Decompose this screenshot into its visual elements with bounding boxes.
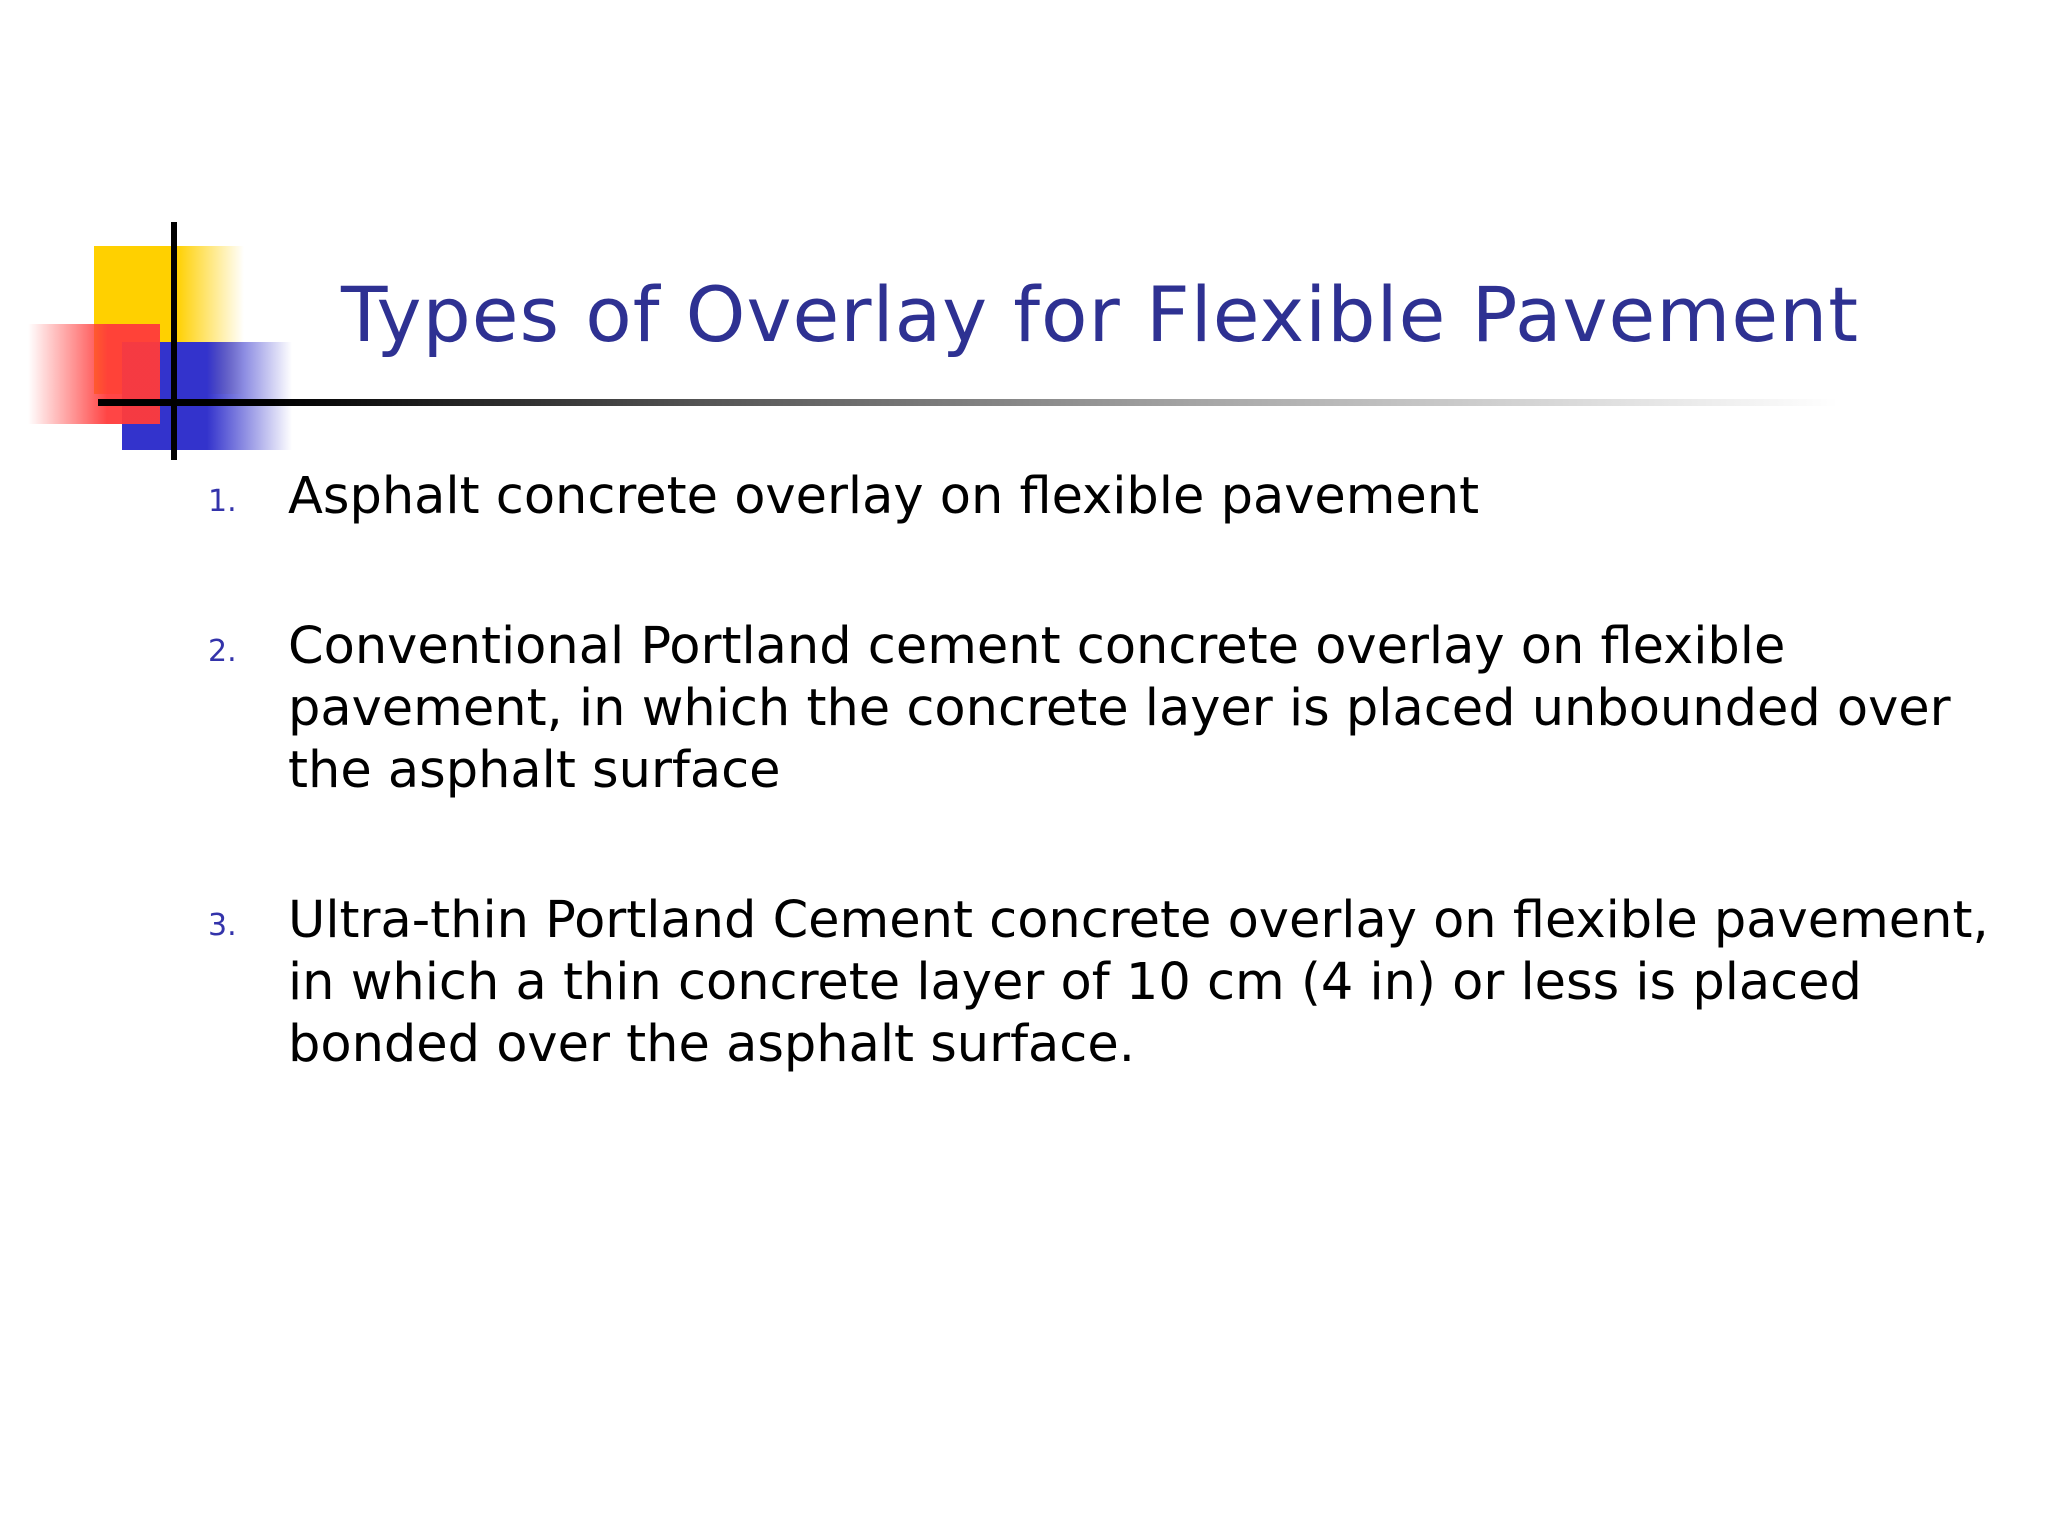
slide-title: Types of Overlay for Flexible Pavement <box>340 270 1860 359</box>
list-item-number: 1. <box>208 484 237 519</box>
list-item-text: Conventional Portland cement concrete overlay on flexible pavement, in which the concrete layer is placed unbounded over the asphalt surface <box>288 617 1951 800</box>
list-item-number: 3. <box>208 908 237 943</box>
decor-red-square <box>28 324 160 424</box>
decor-vertical-line <box>171 222 177 460</box>
list-item-text: Ultra-thin Portland Cement concrete overlay on flexible pavement, in which a thin concrete layer of 10 cm (4 in) or less is placed bonded over the asphalt surface. <box>288 891 1989 1074</box>
title-underline <box>98 399 1838 406</box>
list-item-text: Asphalt concrete overlay on flexible pavement <box>288 467 1480 526</box>
list-item-number: 2. <box>208 634 237 669</box>
